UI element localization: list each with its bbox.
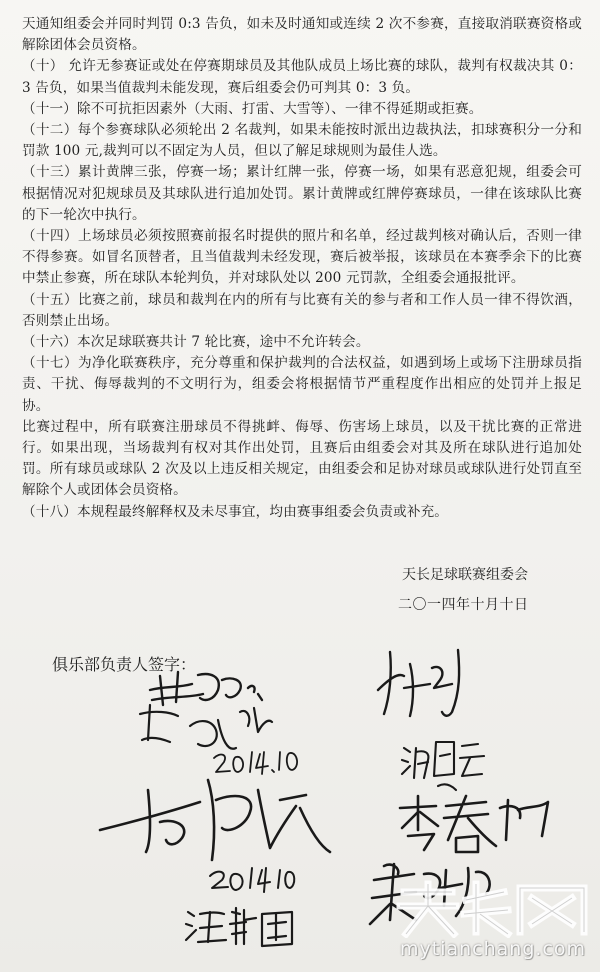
signature-6	[402, 742, 484, 790]
signature-3	[100, 780, 330, 860]
signature-date-2	[210, 868, 294, 892]
signature-5	[378, 650, 459, 716]
club-signature-label: 俱乐部负责人签字：	[52, 655, 197, 674]
rule-paragraph: （十七）为净化联赛秩序，充分尊重和保护裁判的合法权益，如遇到场上或场下注册球员指责、干扰、侮辱裁判的不文明行为，组委会将根据情节严重程度作出相应的处罚并上报足协。	[22, 355, 582, 414]
signature-1	[150, 672, 262, 705]
rule-paragraph: （十四）上场球员必须按照赛前报名时提供的照片和名单，经过裁判核对确认后，否则一律不得参赛。如冒名顶替者，且当值裁判未经发现，赛后被举报，该球员在本赛季余下的比赛中禁止参赛，所在球队本轮判负，并对球队处以 200 元罚款，全组委会通报批评。	[22, 228, 582, 287]
site-watermark	[396, 878, 592, 968]
rule-paragraph: （十五）比赛之前，球员和裁判在内的所有与比赛有关的参与者和工作人员一律不得饮酒，否则禁止出场。	[22, 291, 582, 329]
rule-paragraph: （十八）本规程最终解释权及未尽事宜，均由赛事组委会负责或补充。	[22, 503, 449, 520]
rule-paragraph: （十一）除不可抗拒因素外（大雨、打雷、大雪等）、一律不得延期或拒赛。	[22, 100, 483, 117]
organizer-name: 天长足球联赛组委会	[402, 567, 528, 583]
signature-7	[400, 796, 548, 852]
signature-date-1	[214, 752, 297, 774]
rule-paragraph: （十） 允许无参赛证或处在停赛期球员及其他队成员上场比赛的球队，裁判有权裁决其 0：3 告负，如果当值裁判未能发现，赛后组委会仍可判其 0：3 负。	[22, 58, 582, 96]
signoff-date: 二〇一四年十月十日	[398, 597, 529, 613]
rule-paragraph: （十六）本次足球联赛共计 7 轮比赛，途中不允许转会。	[22, 334, 370, 351]
rule-paragraph: （十二）每个参赛球队必须轮出 2 名裁判，如果未能按时派出边裁执法，扣球赛积分一分和罚款 100 元,裁判可以不固定为人员，但以了解足球规则为最佳人选。	[22, 122, 582, 160]
rules-text-block	[22, 14, 582, 523]
rule-paragraph: 比赛过程中，所有联赛注册球员不得挑衅、侮辱、伤害场上球员，以及干扰比赛的正常进行。如果出现，当场裁判有权对其作出处罚，且赛后由组委会对其及所在球队进行追加处罚。所有球员或球队 2 次及以上违反相关规定，由组委会和足协对球员或球队进行处罚直至解除个人或团体会员资格。	[22, 418, 582, 499]
watermark-logo	[396, 878, 592, 938]
signature-2	[140, 705, 272, 749]
rule-paragraph: （十三）累计黄牌三张，停赛一场；累计红牌一张，停赛一场，如果有恶意犯规，组委会可根据情况对犯规球员及其球队进行追加处罚。累计黄牌或红牌停赛球员，一律在该球队比赛的下一轮次中执行。	[22, 164, 582, 223]
rule-paragraph: 天通知组委会并同时判罚 0:3 告负，如未及时通知或连续 2 次不参赛，直接取消联赛资格或解除团体会员资格。	[22, 16, 582, 54]
watermark-url: mytianchang.com	[400, 938, 587, 960]
signature-4	[186, 908, 292, 946]
